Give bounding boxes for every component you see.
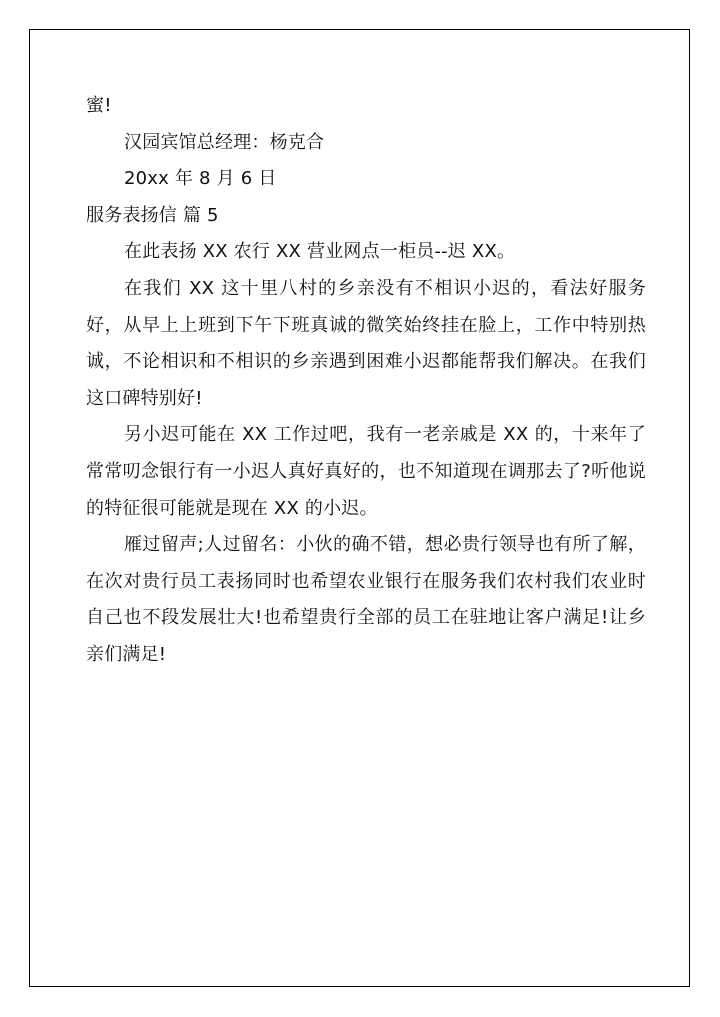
signature-line: 汉园宾馆总经理：杨克合 (124, 131, 325, 153)
continuation-text: 蜜! (86, 95, 112, 116)
paragraph-4: 雁过留声;人过留名：小伙的确不错，想必贵行领导也有所了解，在次对贵行员工表扬同时也希望农业银行在服务我们农村我们农业时自己也不段发展壮大!也希望贵行全部的员工在驻地让客户满足!让乡亲们满足! (86, 534, 646, 665)
document-body (86, 88, 646, 674)
date-line: 20xx 年 8 月 6 日 (124, 168, 277, 190)
paragraph-3: 另小迟可能在 XX 工作过吧，我有一老亲戚是 XX 的，十来年了常常叨念银行有一小迟人真好真好的，也不知道现在调那去了?听他说的特征很可能就是现在 XX 的小迟。 (86, 424, 646, 519)
paragraph-1: 在此表扬 XX 农行 XX 营业网点一柜员--迟 XX。 (124, 241, 516, 263)
section-title: 服务表扬信 篇 5 (86, 204, 219, 226)
paragraph-2: 在我们 XX 这十里八村的乡亲没有不相识小迟的，看法好服务好，从早上上班到下午下班真诚的微笑始终挂在脸上，工作中特别热诚，不论相识和不相识的乡亲遇到困难小迟都能帮我们解决。在我们这口碑特别好! (86, 277, 646, 409)
